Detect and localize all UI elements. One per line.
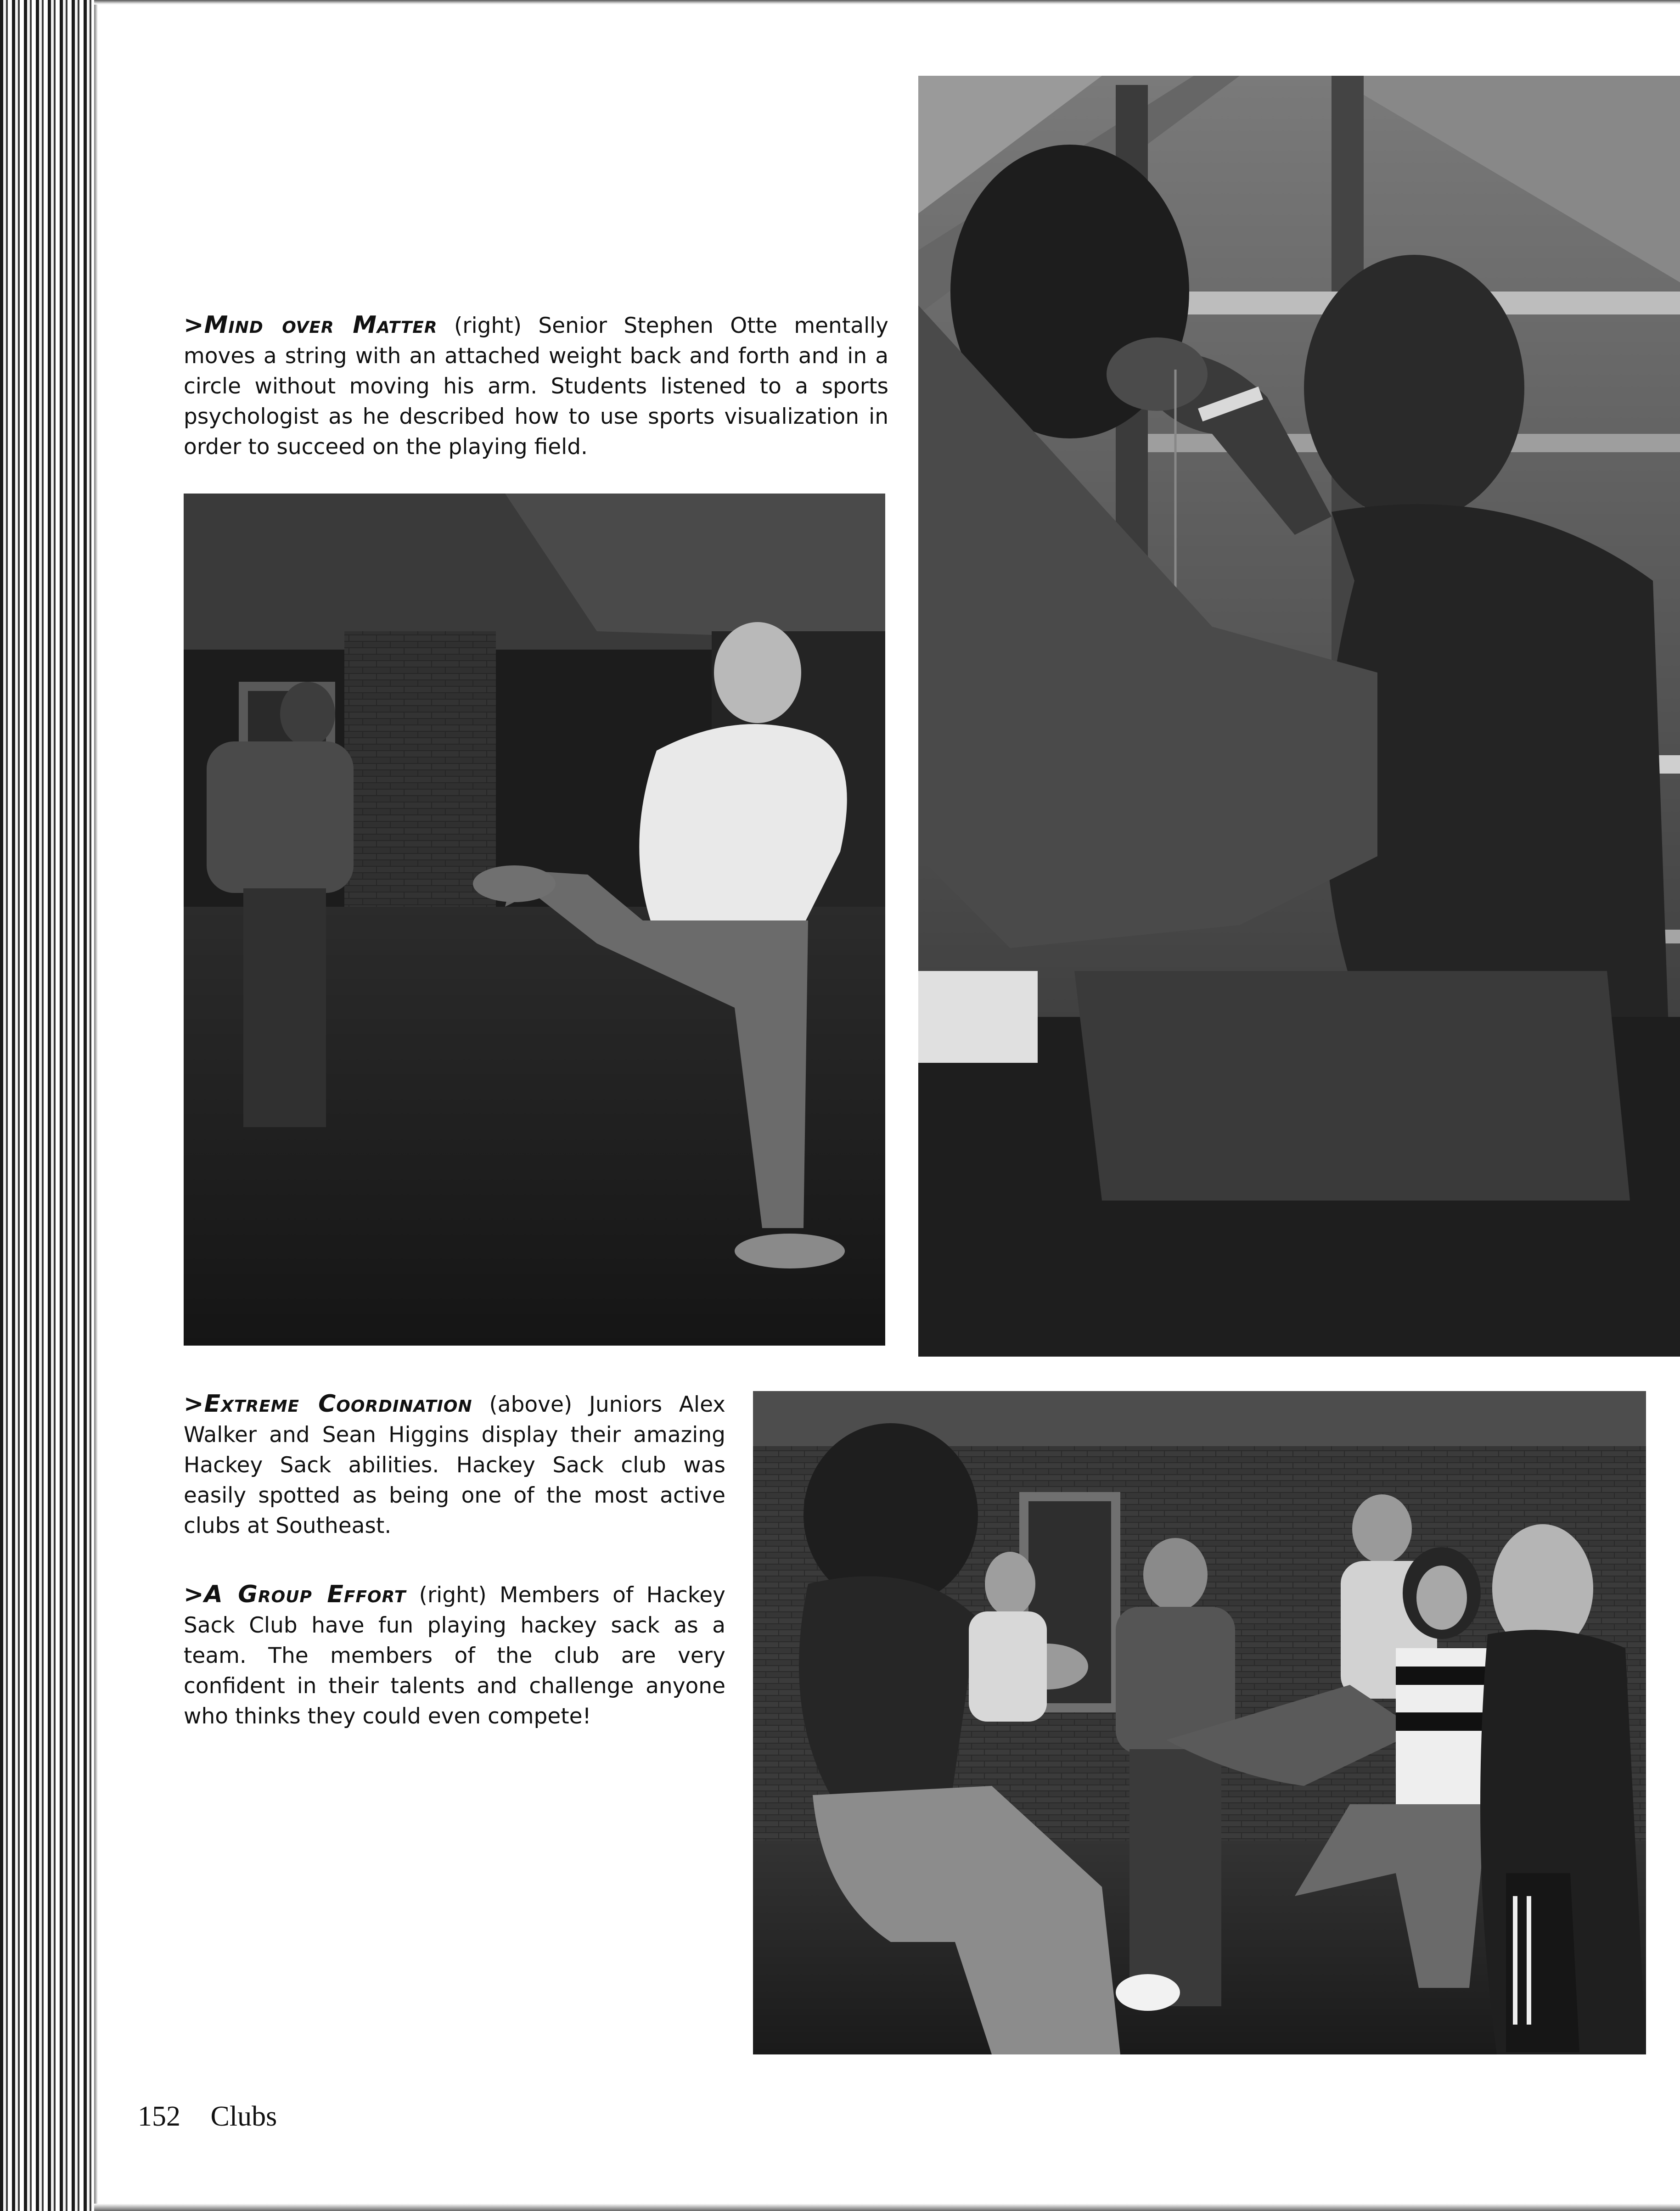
scan-bottom-edge xyxy=(94,2204,1680,2211)
caption-position-tag: (right) xyxy=(454,313,522,338)
caption-extreme-coordination xyxy=(184,1389,725,1541)
caption-body: Members of Hackey Sack Club have fun playing hackey sack as a team. The members of the club are very confident in their talents and challenge anyone who thinks they could even compete! xyxy=(184,1582,725,1729)
caption-position-tag: (right) xyxy=(419,1582,487,1608)
caption-position-tag: (above) xyxy=(489,1392,573,1417)
caption-heading: >A Group Effort xyxy=(184,1581,406,1608)
caption-heading: >Extreme Coordination xyxy=(184,1390,472,1418)
caption-mind-over-matter xyxy=(184,310,888,462)
photo-mind-over-matter xyxy=(918,76,1680,1357)
photo-group-effort xyxy=(753,1391,1646,2054)
page-footer xyxy=(138,2100,277,2133)
caption-group-effort xyxy=(184,1579,725,1732)
page-number: 152 xyxy=(138,2101,180,2132)
section-name: Clubs xyxy=(210,2101,277,2132)
caption-heading: >Mind over Matter xyxy=(184,311,438,339)
photo-hackey-sack-kick xyxy=(184,494,885,1346)
scan-top-edge xyxy=(94,0,1680,5)
caption-body: Senior Stephen Otte mentally moves a string with an attached weight back and forth and in a circle without moving his arm. Students listened to a sports psychologist as he described how to use sports visualization in order to succeed on the playing field. xyxy=(184,313,889,460)
book-page-edges xyxy=(0,0,94,2211)
caption-body: Juniors Alex Walker and Sean Higgins display their amazing Hackey Sack abilities. Hackey Sack club was easily spotted as being one of the most active clubs at Southeast. xyxy=(184,1392,725,1538)
